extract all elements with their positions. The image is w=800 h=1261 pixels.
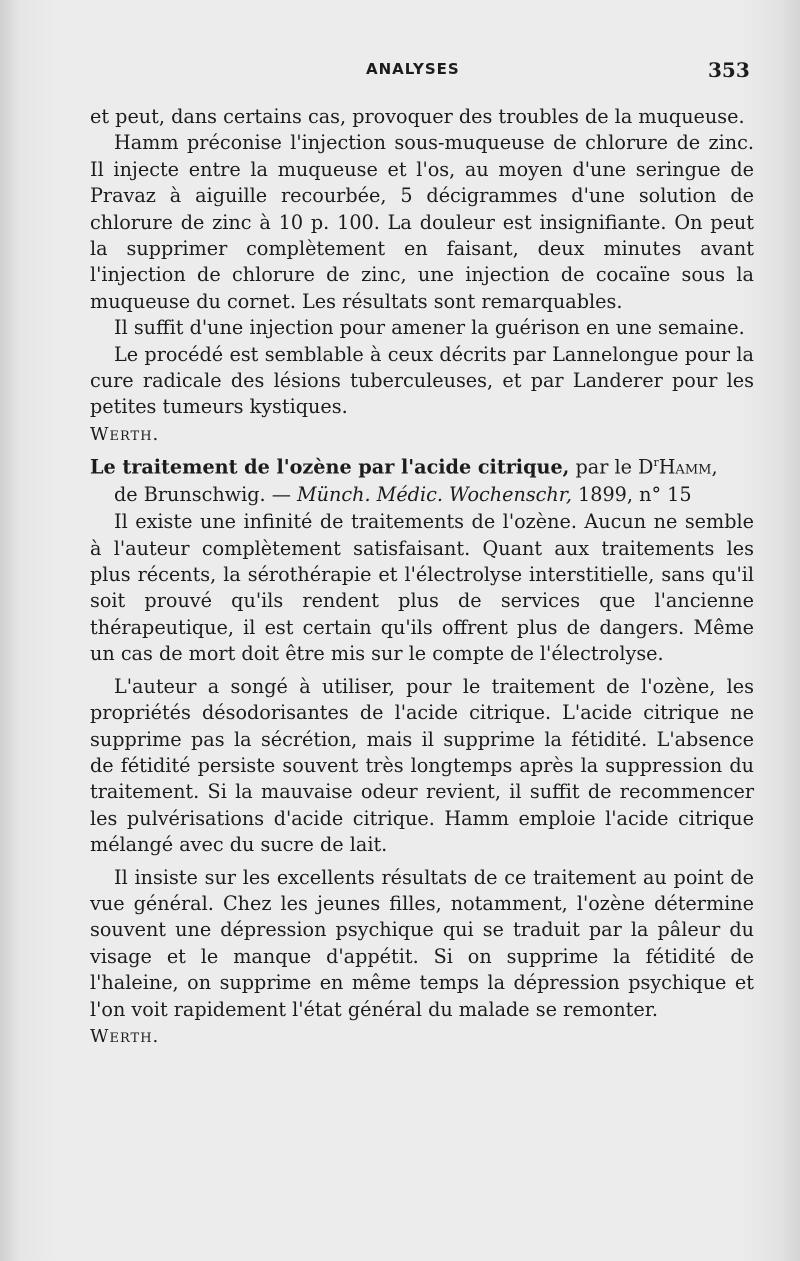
page-number: 353 — [708, 58, 750, 82]
paragraph: Hamm préconise l'injection sous-muqueuse de chlorure de zinc. Il injecte entre la muqueuse et l'os, au moyen d'une seringue de Pravaz à aiguille recourbée, 5 décigrammes d'une solution de chlorure de zinc à 10 p. 100. La douleur est insignifiante. On peut la supprimer complètement en faisant, deux minutes avant l'injection de chlorure de zinc, une injection de cocaïne sous la muqueuse du cornet. Les résultats sont remarquables. — [90, 131, 754, 313]
byline-sup: r — [653, 455, 659, 469]
article-citation — [90, 481, 754, 509]
article-author: Hamm, — [658, 455, 718, 479]
byline-prefix: par le D — [575, 455, 654, 479]
paragraph: Il suffit d'une injection pour amener la guérison en une semaine. — [114, 316, 745, 340]
paragraph: Le procédé est semblable à ceux décrits par Lannelongue pour la cure radicale des lésions tuberculeuses, et par Landerer pour les petites tumeurs kystiques. — [90, 342, 754, 419]
paragraph: et peut, dans certains cas, provoquer des troubles de la muqueuse. — [90, 105, 745, 128]
page-header — [0, 58, 800, 84]
paragraph: Il insiste sur les excellents résultats de ce traitement au point de vue général. Chez les jeunes filles, notamment, l'ozène détermine souvent une dépression psychique qui se traduit par la pâleur du visage et le manque d'appétit. Si on supprime la fétidité de l'haleine, on supprime en même temps la dépression psychique et l'on voit rapidement l'état général du malade se remonter. — [90, 865, 754, 1021]
paragraph: Il existe une infinité de traitements de l'ozène. Aucun ne semble à l'auteur complètement satisfaisant. Quant aux traitements les plus récents, la sérothérapie et l'électrolyse interstitielle, sans qu'il soit prouvé qu'ils rendent plus de services que l'ancienne thérapeutique, il est certain qu'ils offrent plus de dangers. Même un cas de mort doit être mis sur le compte de l'électrolyse. — [90, 510, 754, 666]
paragraph: L'auteur a songé à utiliser, pour le traitement de l'ozène, les propriétés désodorisantes de l'acide citrique. L'acide citrique ne supprime pas la sécrétion, mais il supprime la fétidité. L'absence de fétidité persiste souvent très longtemps après la suppression du traitement. Si la mauvaise odeur revient, il suffit de recommencer les pulvérisations d'acide citrique. Hamm emploie l'acide citrique mélangé avec du sucre de lait. — [90, 674, 754, 857]
article-title-text: Le traitement de l'ozène par l'acide citrique, — [90, 455, 570, 479]
citation-journal: Münch. Médic. Wochenschr, — [297, 483, 572, 507]
signature: Werth. — [90, 423, 160, 445]
body-text — [90, 104, 754, 1051]
signature: Werth. — [90, 1025, 160, 1047]
citation-year: 1899, n° 15 — [571, 483, 692, 507]
running-head: ANALYSES — [366, 60, 460, 78]
citation-location: de Brunschwig. — — [114, 483, 298, 507]
article-title — [90, 449, 754, 481]
